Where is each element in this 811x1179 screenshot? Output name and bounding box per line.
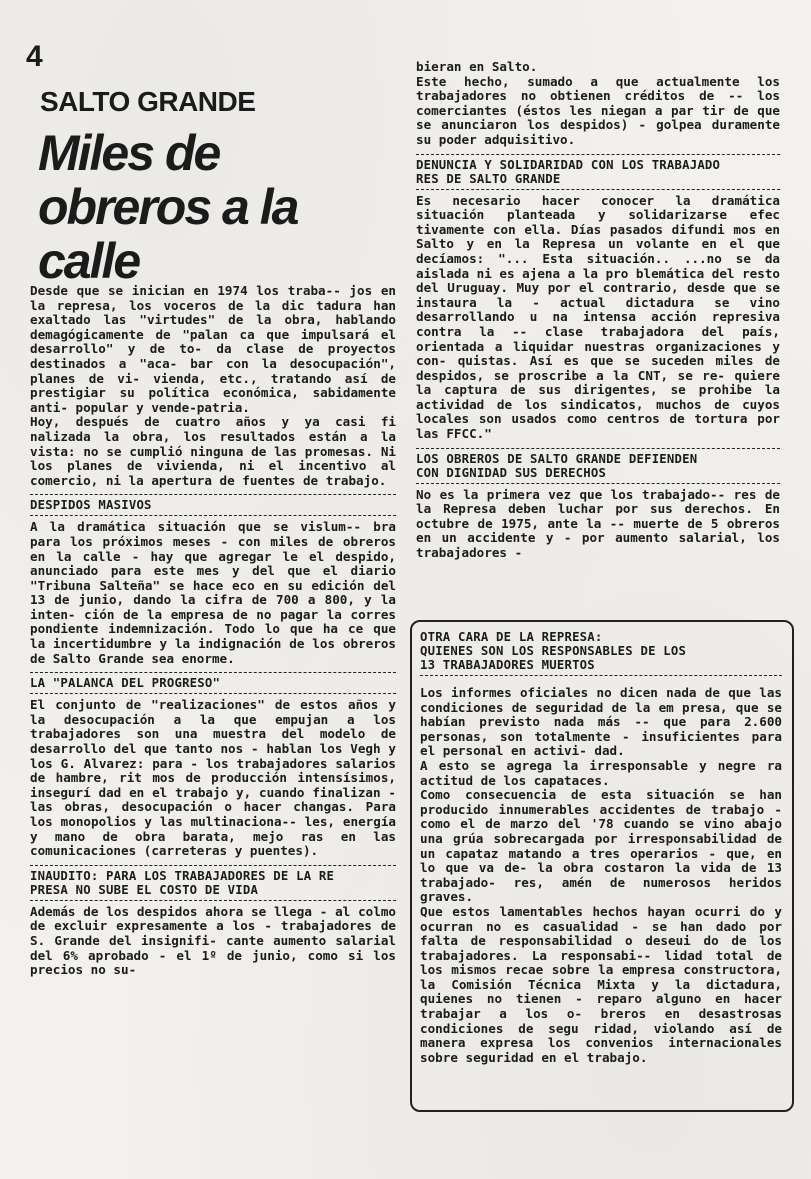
paragraph-inaudito: Además de los despidos ahora se llega - al colmo de excluir expresamente a los - trabajadores de S. Grande del insignifi- cante aumento salarial del 6% aprobado - el 1º de junio, como si los precios no su-	[30, 903, 396, 978]
paragraph-denuncia: Es necesario hacer conocer la dramática situación planteada y solidarizarse efec tivamente con ella. Días pasados difundi mos en Salto y en la Represa un volante en el que decíamos: "... Esta situación.. ...no se da aislada ni es ajena a la pro blemática del resto del Uruguay. Muy por el contrario, desde que se instaura la - actual dictadura se vino desarrollando u na intensa acción represiva contra la -- clase trabajadora del país, orientada a liquidar nuestras organizaciones y con- quistas. Así es que se suceden miles de despidos, se proscribe a la CNT, se re- quiere la captura de sus dirigentes, se prohibe la actividad de los sindicatos, muchos de cuyos locales son usados como centros de tortura por las FFCC."	[416, 192, 780, 442]
divider	[416, 189, 780, 190]
box-paragraph-4: Que estos lamentables hechos hayan ocurri do y ocurran no es casualidad - se han dado por falta de responsabilidad o deseui do de los trabajadores. La responsabi-- lidad total de los mismos recae sobre la empresa constructora, la Comisión Técnica Mixta y la dictadura, quienes no tienen - reparo alguno en hacer trabajar a los o- breros en desastrosas condiciones de segu ridad, violando así de manera expresa los convenios internacionales sobre seguridad en el trabajo.	[420, 903, 782, 1065]
divider	[416, 448, 780, 449]
divider	[30, 672, 396, 673]
sidebar-box	[410, 620, 794, 1112]
divider	[30, 900, 396, 901]
subheading-inaudito: INAUDITO: PARA LOS TRABAJADORES DE LA RE PRESA NO SUBE EL COSTO DE VIDA	[30, 868, 335, 897]
divider	[416, 154, 780, 155]
divider	[30, 865, 396, 866]
divider	[30, 494, 396, 495]
box-paragraph-2: A esto se agrega la irresponsable y negre ra actitud de los capataces.	[420, 757, 782, 788]
paragraph-despidos: A la dramática situación que se vislum-- bra para los próximos meses - con miles de obreros en la calle - hay que agregar le el despido, anunciado para este mes y del que el diario "Tribuna Salteña" se hace eco en su edición del 13 de junio, dando la cifra de 700 a 800, y la inten- ción de la empresa de no pagar la corres pondiente indemnización. Todo lo que ha ce que la incertidumbre y la indignación de los obreros de Salto Grande sea enorme.	[30, 519, 396, 666]
subheading-defienden: LOS OBREROS DE SALTO GRANDE DEFIENDEN CON DIGNIDAD SUS DERECHOS	[416, 451, 698, 480]
subheading-palanca: LA "PALANCA DEL PROGRESO"	[30, 676, 221, 691]
paragraph-palanca: El conjunto de "realizaciones" de estos años y la desocupación a la que empujan a los trabajadores son una muestra del modelo de desarrollo del que tanto nos - hablan los Vegh y los G. Alvarez: para - los trabajadores salarios de hambre, rit mos de producción intensísimos, insegurí dad en el trabajo y, cuando finalizan - las obras, desocupación o hacer changas. Para los monopolios y las multinaciona-- les, energía y mano de obra barata, mejo ras en las comunicaciones (carreteras y puentes).	[30, 697, 396, 859]
box-title: OTRA CARA DE LA REPRESA: QUIENES SON LOS RESPONSABLES DE LOS 13 TRABAJADORES MUERTOS	[420, 630, 687, 672]
divider	[416, 483, 780, 484]
paragraph-defienden: No es la primera vez que los trabajado-- res de la Represa deben luchar por sus derechos. En octubre de 1975, ante la -- muerte de 5 obreros en un accidente y - por aumento salarial, los trabajadores -	[416, 486, 780, 561]
left-column	[30, 284, 396, 978]
intro-paragraph-1: Desde que se inician en 1974 los traba-- jos en la represa, los voceros de la dic tadura han exaltado las "virtudes" de la obra, hablando demagógicamente de "palan ca que impulsará el desarrollo" y de to- da clase de proyectos destinados a "aca- bar con la desocupación", planes de vi- vienda, etc., tratando así de prestigiar su política económica, sabidamente anti- popular y vende-patria.	[30, 283, 396, 415]
headline: Miles de obreros a la calle	[38, 125, 298, 289]
subheading-despidos: DESPIDOS MASIVOS	[30, 498, 152, 513]
divider	[30, 693, 396, 694]
section-kicker: SALTO GRANDE	[40, 86, 256, 117]
divider	[420, 675, 782, 676]
right-column	[416, 60, 780, 561]
page-number: 4	[26, 40, 43, 73]
intro-paragraph-2: Hoy, después de cuatro años y ya casi fi nalizada la obra, los resultados están a la vista: no se cumplió ninguna de las promesas. Ni los planes de vivienda, ni el incentivo al comercio, ni la apertura de fuentes de trabajo.	[30, 414, 396, 488]
paragraph-continuation: bieran en Salto. Este hecho, sumado a que actualmente los trabajadores no obtienen créditos de -- los comerciantes (éstos les niegan a par tir de que se anunciaron los despidos) - golpea duramente su poder adquisitivo.	[416, 59, 780, 147]
divider	[30, 515, 396, 516]
box-paragraph-1: Los informes oficiales no dicen nada de que las condiciones de seguridad de la em presa, que se habían previsto nada más -- que para 2.600 personas, son totalmente - insuficientes para el personal en activi- dad.	[420, 685, 782, 759]
box-paragraph-3: Como consecuencia de esta situación se han producido innumerables accidentes de trabajo - como el de marzo del '78 cuando se vino abajo una grúa sobrecargada por irresponsabilidad de un capataz matando a tres operarios - que, en lo que va de- la obra costaron la vida de 13 trabajado- res, amén de numerosos heridos graves.	[420, 787, 782, 905]
subheading-denuncia: DENUNCIA Y SOLIDARIDAD CON LOS TRABAJADO RES DE SALTO GRANDE	[416, 157, 721, 186]
